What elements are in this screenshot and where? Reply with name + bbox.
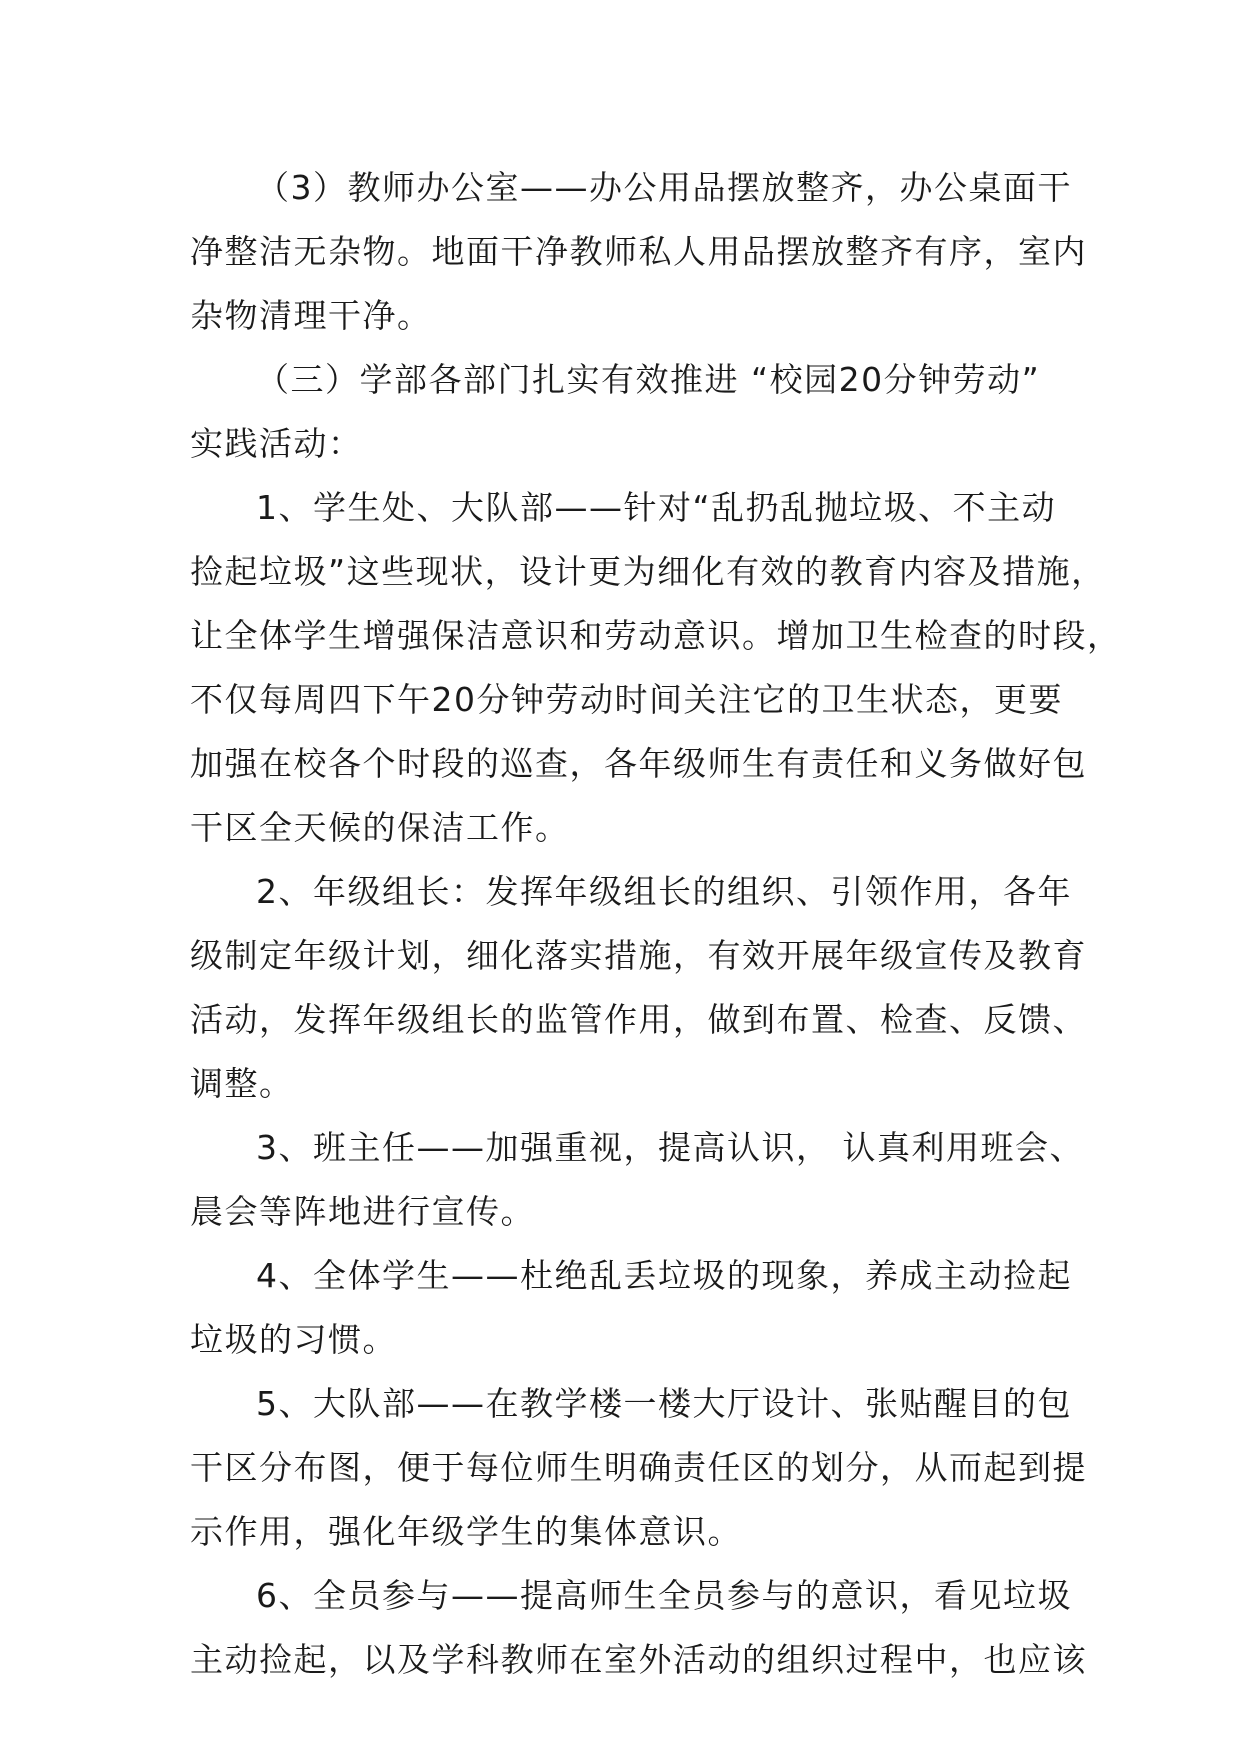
section-heading-line: （三）学部各部门扎实有效推进 “校园20分钟劳动” [256,360,1041,399]
paragraph-line: 加强在校各个时段的巡查，各年级师生有责任和义务做好包 [190,744,1087,783]
paragraph-line: 1、学生处、大队部——针对“乱扔乱抛垃圾、不主动 [256,488,1057,527]
paragraph-line: 活动，发挥年级组长的监管作用，做到布置、检查、反馈、 [190,1000,1087,1039]
paragraph-line: 不仅每周四下午20分钟劳动时间关注它的卫生状态，更要 [190,680,1063,719]
paragraph-line: 3、班主任——加强重视，提高认识， 认真利用班会、 [256,1128,1084,1167]
paragraph-line: 净整洁无杂物。地面干净教师私人用品摆放整齐有序，室内 [190,232,1087,271]
paragraph-line: 垃圾的习惯。 [190,1320,397,1359]
section-heading-line: 实践活动： [190,424,363,463]
paragraph-line: 晨会等阵地进行宣传。 [190,1192,535,1231]
paragraph-line: 调整。 [190,1064,294,1103]
paragraph-line: 干区分布图，便于每位师生明确责任区的划分，从而起到提 [190,1448,1087,1487]
paragraph-line: 示作用，强化年级学生的集体意识。 [190,1512,742,1551]
paragraph-line: 主动捡起，以及学科教师在室外活动的组织过程中，也应该 [190,1640,1087,1679]
document-body [190,156,1122,1692]
paragraph-line: 让全体学生增强保洁意识和劳动意识。增加卫生检查的时段， [190,616,1122,655]
paragraph-line: （3）教师办公室——办公用品摆放整齐，办公桌面干 [256,168,1072,207]
paragraph-line: 2、年级组长：发挥年级组长的组织、引领作用，各年 [256,872,1072,911]
paragraph-line: 干区全天候的保洁工作。 [190,808,570,847]
paragraph-line: 杂物清理干净。 [190,296,432,335]
paragraph-line: 5、大队部——在教学楼一楼大厅设计、张贴醒目的包 [256,1384,1072,1423]
paragraph-line: 级制定年级计划，细化落实措施，有效开展年级宣传及教育 [190,936,1087,975]
paragraph-line: 捡起垃圾”这些现状，设计更为细化有效的教育内容及措施， [190,552,1106,591]
paragraph-line: 6、全员参与——提高师生全员参与的意识，看见垃圾 [256,1576,1072,1615]
paragraph-line: 4、全体学生——杜绝乱丢垃圾的现象，养成主动捡起 [256,1256,1072,1295]
